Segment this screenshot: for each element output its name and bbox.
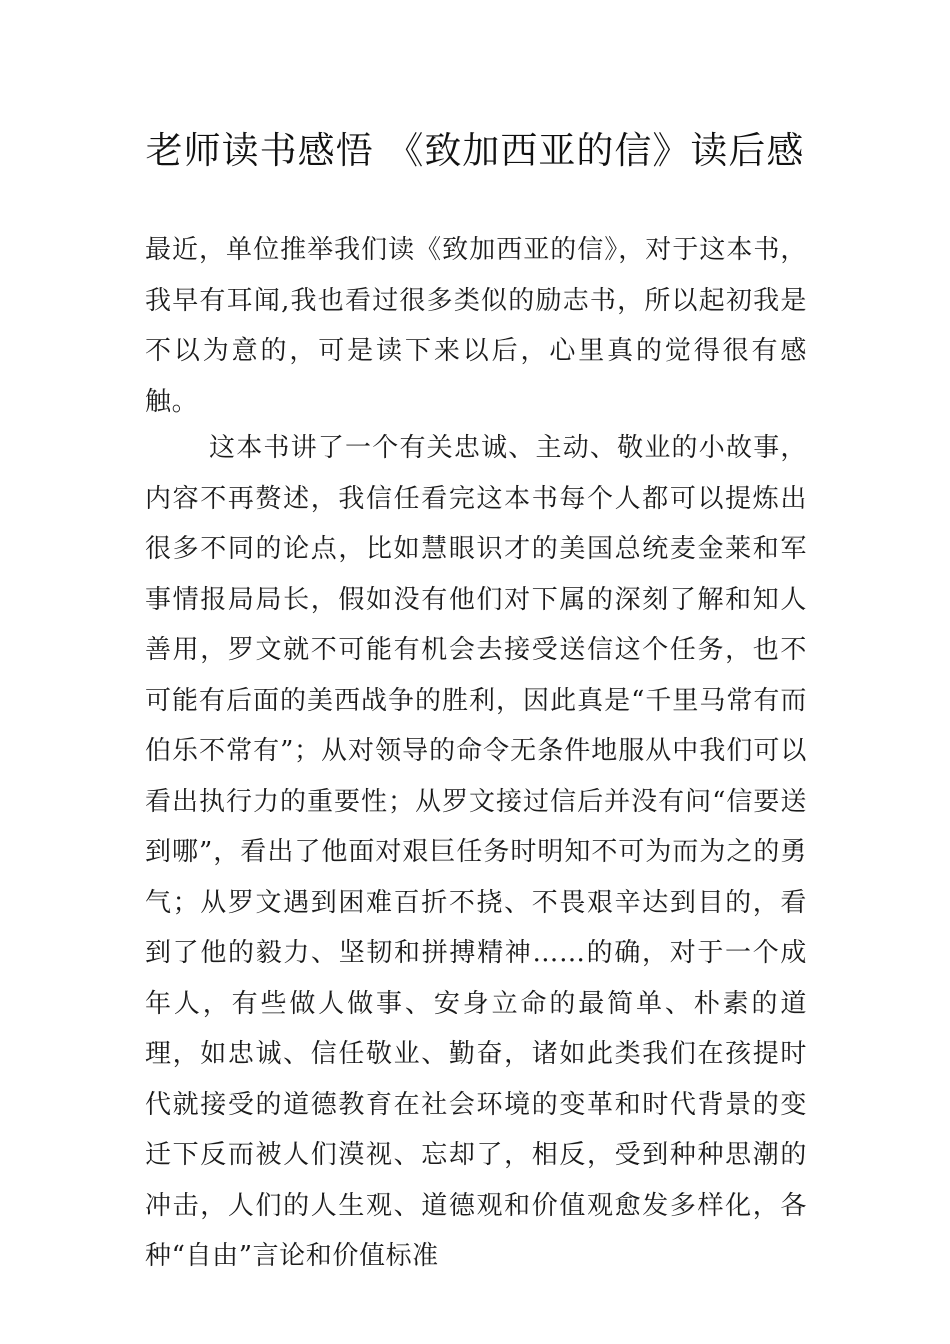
document-title: 老师读书感悟 《致加西亚的信》读后感 [145,129,805,172]
paragraph-body: 这本书讲了一个有关忠诚、主动、敬业的小故事，内容不再赘述，我信任看完这本书每个人都可以提炼出很多不同的论点，比如慧眼识才的美国总统麦金莱和军事情报局局长，假如没有他们对下属的深刻了解和知人善用，罗文就不可能有机会去接受送信这个任务，也不可能有后面的美西战争的胜利，因此真是“千里马常有而伯乐不常有”；从对领导的命令无条件地服从中我们可以看出执行力的重要性；从罗文接过信后并没有问“信要送到哪”，看出了他面对艰巨任务时明知不可为而为之的勇气；从罗文遇到困难百折不挠、不畏艰辛达到目的，看到了他的毅力、坚韧和拼搏精神……的确，对于一个成年人，有些做人做事、安身立命的最简单、朴素的道理，如忠诚、信任敬业、勤奋，诸如此类我们在孩提时代就接受的道德教育在社会环境的变革和时代背景的变迁下反而被人们漠视、忘却了，相反，受到种种思潮的冲击，人们的人生观、道德观和价值观愈发多样化，各种“自由”言论和价值标准 [145,433,807,1271]
paragraph-intro: 最近，单位推举我们读《致加西亚的信》，对于这本书，我早有耳闻,我也看过很多类似的励志书，所以起初我是不以为意的，可是读下来以后，心里真的觉得很有感触。 [145,235,807,417]
